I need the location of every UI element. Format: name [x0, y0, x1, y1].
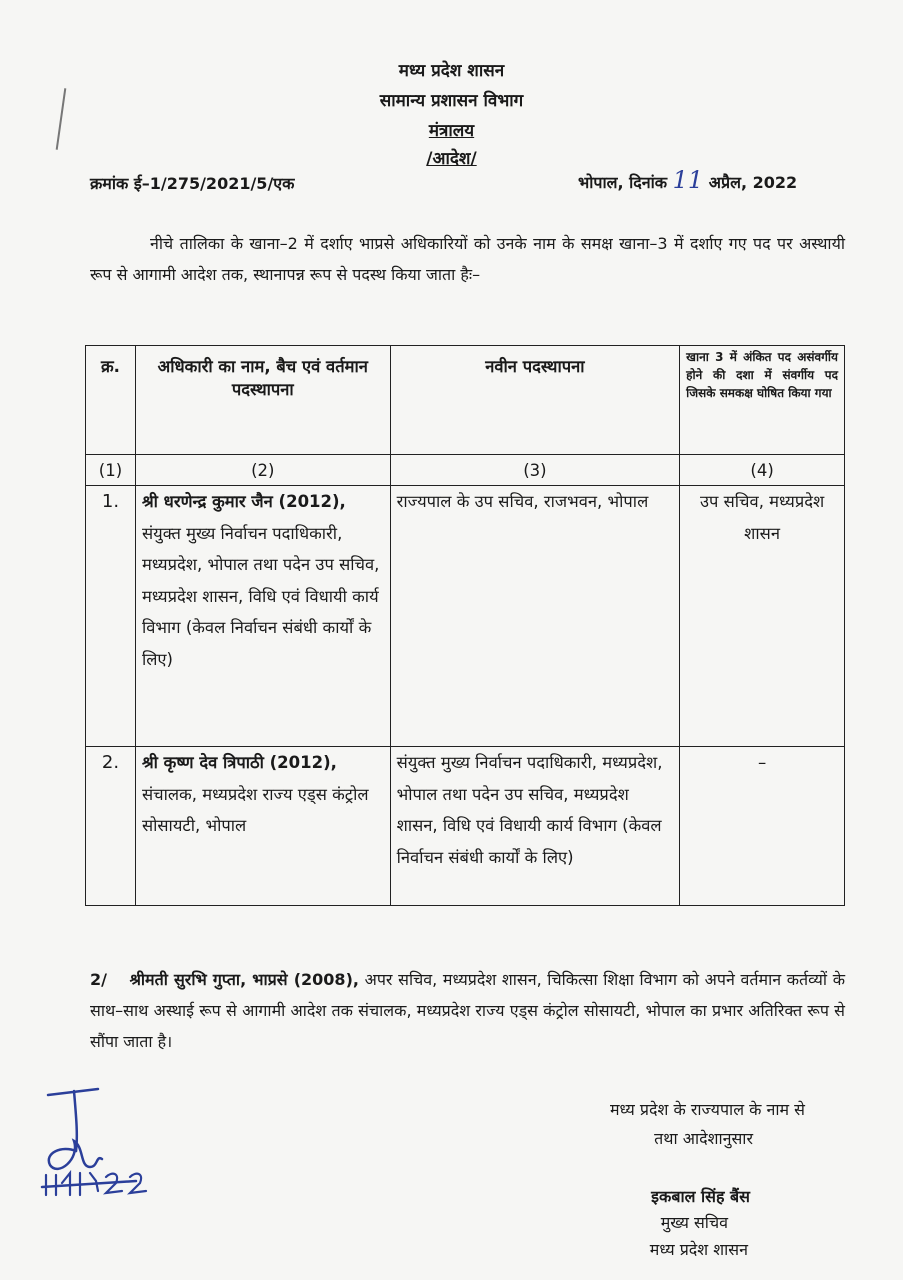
header-ministry: मंत्रालय [428, 121, 475, 141]
row-new-posting: राज्यपाल के उप सचिव, राजभवन, भोपाल [390, 486, 680, 747]
signatory-title: मुख्य सचिव [660, 1213, 728, 1232]
officer-current-post: संयुक्त मुख्य निर्वाचन पदाधिकारी, मध्यप्रदेश, भोपाल तथा पदेन उप सचिव, मध्यप्रदेश शासन, विधि एवं विधायी कार्य विभाग (केवल निर्वाचन संबंधी कार्यों के लिए) [141, 523, 380, 669]
signoff-line1: मध्य प्रदेश के राज्यपाल के नाम से [609, 1100, 805, 1119]
officer-name: श्री धरणेन्द्र कुमार जैन (2012), [141, 492, 346, 511]
row-serial: 1. [86, 486, 136, 747]
table-row [86, 486, 845, 747]
signatory-name: इकबाल सिंह बैंस [651, 1187, 750, 1206]
header-serial: क्र. [86, 346, 136, 455]
additional-charge-paragraph [90, 964, 845, 1057]
row-serial: 2. [86, 747, 136, 906]
header-department: सामान्य प्रशासन विभाग [379, 91, 524, 111]
row-officer [135, 486, 390, 747]
header-new-posting: नवीन पदस्थापना [390, 346, 680, 455]
posting-table [85, 345, 845, 906]
officer-current-post: संचालक, मध्यप्रदेश राज्य एड्स कंट्रोल सोसायटी, भोपाल [141, 784, 369, 835]
row-new-posting: संयुक्त मुख्य निर्वाचन पदाधिकारी, मध्यप्रदेश, भोपाल तथा पदेन उप सचिव, मध्यप्रदेश शासन, विधि एवं विधायी कार्य विभाग (केवल निर्वाचन संबंधी कार्यों के लिए) [390, 747, 680, 906]
header-government: मध्य प्रदेश शासन [398, 61, 505, 81]
handwritten-initials [40, 1085, 160, 1205]
para-number: 2/ [90, 970, 107, 989]
order-number: क्रमांक ई–1/275/2021/5/एक [90, 174, 295, 193]
col-number: (1) [86, 455, 136, 486]
date-prefix: भोपाल, दिनांक [578, 173, 668, 192]
officer-name: श्री कृष्ण देव त्रिपाठी (2012), [141, 753, 337, 772]
date-day: 11 [672, 166, 704, 194]
order-date [578, 166, 797, 194]
column-number-row [86, 455, 845, 486]
intro-paragraph: नीचे तालिका के खाना–2 में दर्शाए भाप्रसे अधिकारियों को उनके नाम के समक्ष खाना–3 में दर्शाए गए पद पर अस्थायी रूप से आगामी आदेश तक, स्थानापन्न रूप से पदस्थ किया जाता हैः– [90, 234, 845, 284]
signoff-line2: तथा आदेशानुसार [654, 1129, 753, 1148]
row-equivalent: उप सचिव, मध्यप्रदेश शासन [680, 486, 845, 747]
col-number: (4) [680, 455, 845, 486]
order-label: /आदेश/ [426, 149, 477, 169]
row-equivalent: – [680, 747, 845, 906]
para-text: अपर सचिव, मध्यप्रदेश शासन, चिकित्सा शिक्षा विभाग को अपने वर्तमान कर्तव्यों के साथ–साथ अस्थाई रूप से आगामी आदेश तक संचालक, मध्यप्रदेश राज्य एड्स कंट्रोल सोसायटी, भोपाल का प्रभार अतिरिक्त रूप से सौंपा जाता है। [90, 970, 845, 1051]
header-equivalent: खाना 3 में अंकित पद असंवर्गीय होने की दशा में संवर्गीय पद जिसके समकक्ष घोषित किया गया [680, 346, 845, 455]
signatory-org: मध्य प्रदेश शासन [649, 1240, 748, 1259]
table-header-row [86, 346, 845, 455]
col-number: (3) [390, 455, 680, 486]
officer-name: श्रीमती सुरभि गुप्ता, भाप्रसे (2008), [129, 970, 359, 989]
date-rest: अप्रैल, 2022 [708, 173, 798, 192]
col-number: (2) [135, 455, 390, 486]
table-row [86, 747, 845, 906]
header-officer: अधिकारी का नाम, बैच एवं वर्तमान पदस्थापना [135, 346, 390, 455]
row-officer [135, 747, 390, 906]
